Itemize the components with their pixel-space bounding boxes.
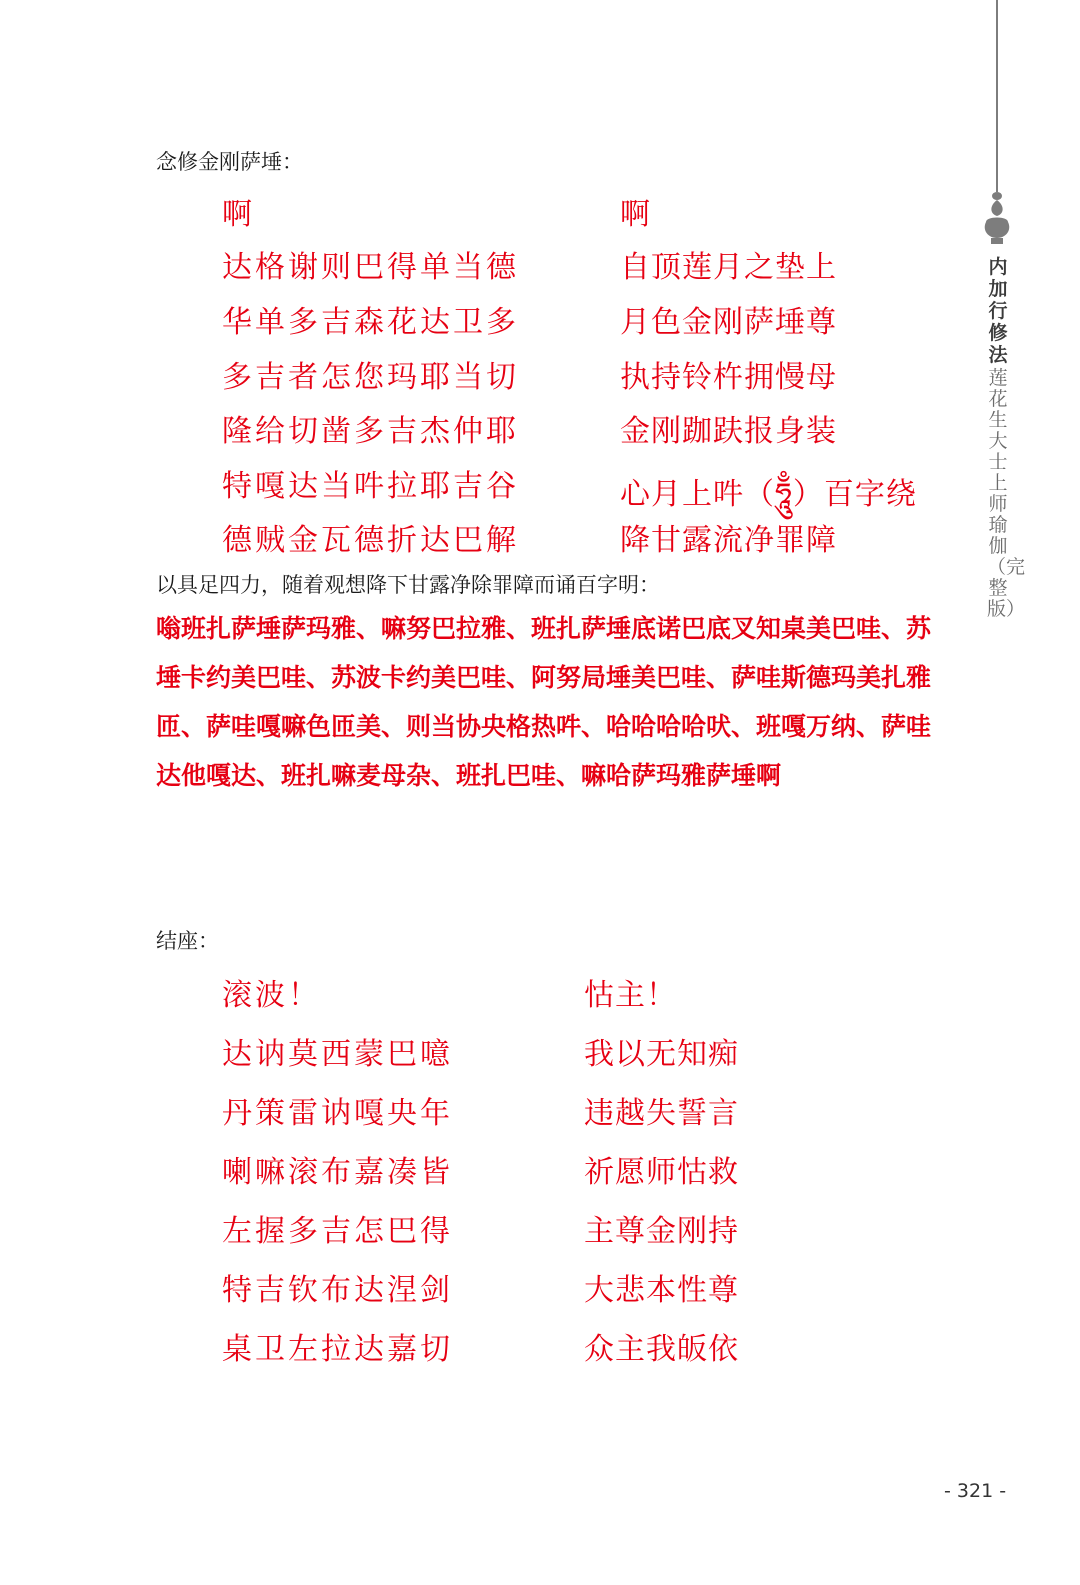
verse-right-line: 心月上吽（ཧཱུྃ）百字绕 [620,477,917,512]
side-title: 内加行修法 [988,256,1008,366]
verse-left-line: 多吉者怎您玛耶当切 [222,360,519,395]
closing-left-line: 桌卫左拉达嘉切 [222,1332,453,1367]
verse-right-line: 金刚跏趺报身装 [620,414,837,449]
closing-left-line: 滚波！ [222,978,321,1013]
closing-right-line: 怙主！ [584,978,677,1013]
hundred-syllable-mantra: 嗡班扎萨埵萨玛雅、嘛努巴拉雅、班扎萨埵底诺巴底叉知桌美巴哇、苏埵卡约美巴哇、苏波卡约美巴哇、阿努局埵美巴哇、萨哇斯德玛美扎雅匝、萨哇嘎嘛色匝美、则当协央格热吽、哈哈哈哈吠、班嘎万纳、萨哇达他嘎达、班扎嘛麦母杂、班扎巴哇、嘛哈萨玛雅萨埵啊 [156,614,932,790]
verse-right-line: 降甘露流净罪障 [620,523,837,558]
closing-heading: 结座： [156,929,219,953]
closing-left-line: 特吉钦布达涅剑 [222,1273,453,1308]
page-number: - 321 - [944,1480,1007,1502]
ornament-line [996,0,998,190]
verse-right-line: 自顶莲月之垫上 [620,250,837,285]
verse-left-line: 啊 [222,197,255,232]
closing-left-line: 丹策雷讷嘎央年 [222,1096,453,1131]
verse-left-line: 隆给切凿多吉杰仲耶 [222,414,519,449]
closing-right-line: 众主我皈依 [584,1332,739,1367]
closing-right-line: 祈愿师怙救 [584,1155,739,1190]
closing-right-line: 主尊金刚持 [584,1214,739,1249]
side-subtitle: 莲花生大士上师瑜伽（完整版） [987,367,1026,620]
closing-left-line: 喇嘛滚布嘉凑皆 [222,1155,453,1190]
verse-left-line: 华单多吉森花达卫多 [222,305,519,340]
hundred-syllable-instruction: 以具足四力，随着观想降下甘露净除罪障而诵百字明： [156,573,660,597]
closing-left-line: 左握多吉怎巴得 [222,1214,453,1249]
closing-right-line: 违越失誓言 [584,1096,739,1131]
verse-left-line: 达格谢则巴得单当德 [222,250,519,285]
verse-right-line: 啊 [620,197,651,232]
verse-right-line: 月色金刚萨埵尊 [620,305,837,340]
closing-right-line: 我以无知痴 [584,1037,739,1072]
vajrasattva-heading: 念修金刚萨埵： [156,150,303,174]
closing-right-line: 大悲本性尊 [584,1273,739,1308]
verse-left-line: 特嘎达当吽拉耶吉谷 [222,469,519,504]
vase-finial-icon [980,186,1014,250]
verse-right-line: 执持铃杵拥慢母 [620,360,837,395]
verse-left-line: 德贼金瓦德折达巴解 [222,523,519,558]
closing-left-line: 达讷莫西蒙巴噫 [222,1037,453,1072]
